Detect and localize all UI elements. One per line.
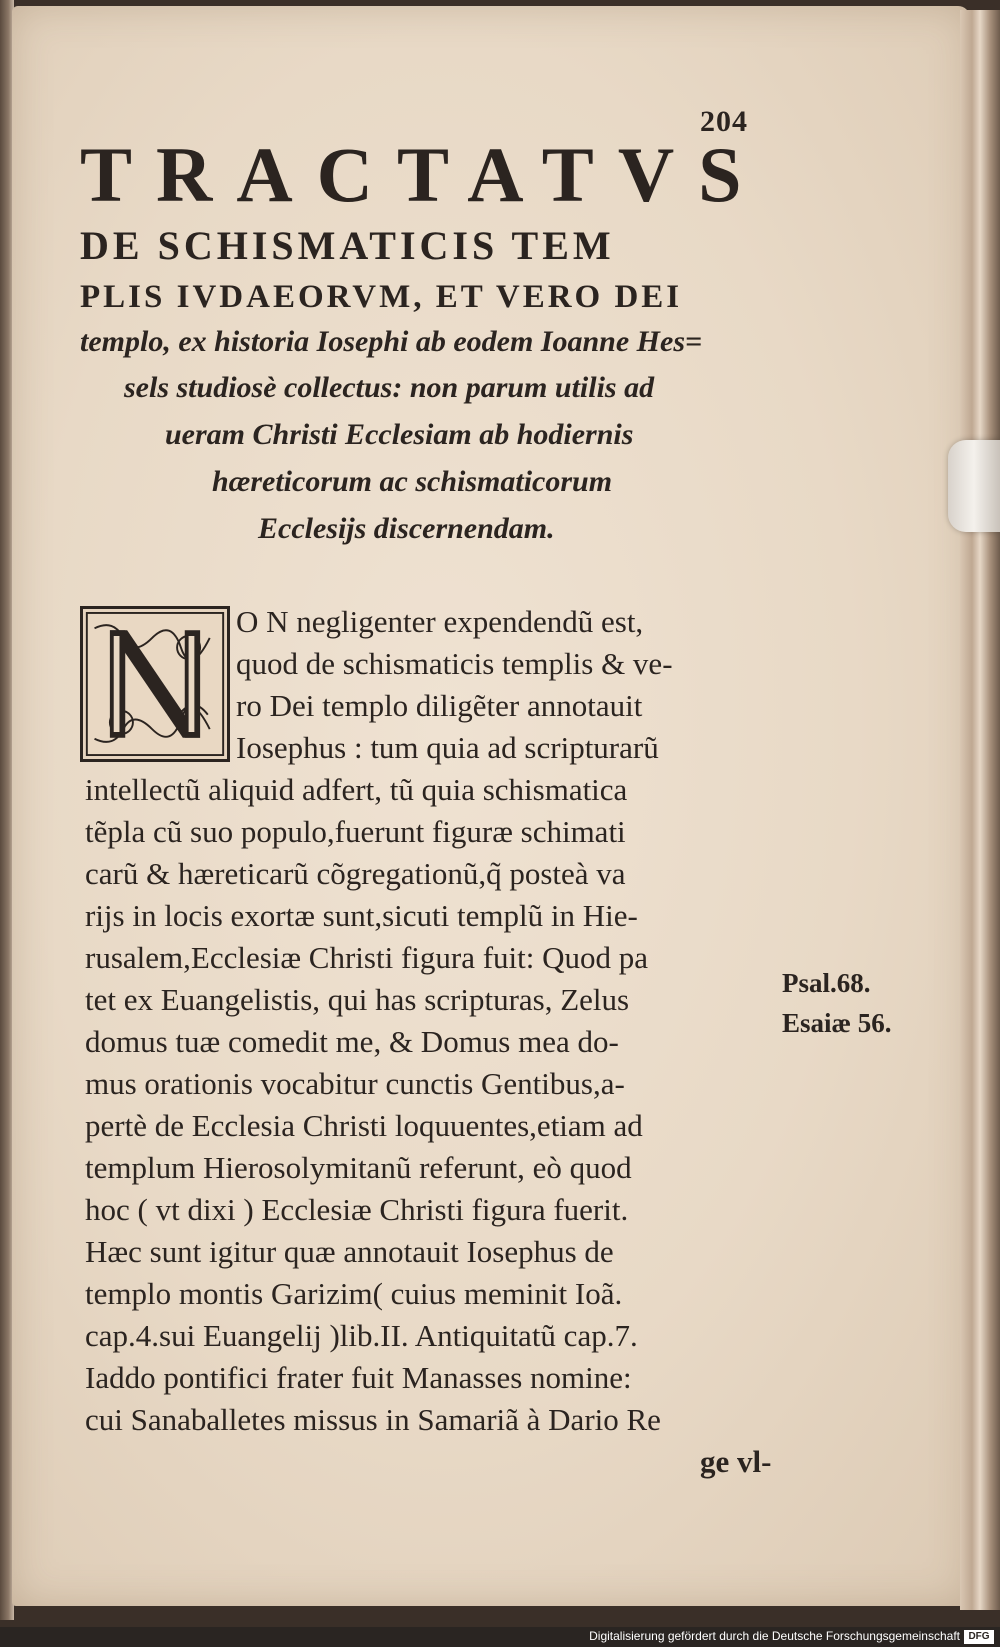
body-line-15: hoc ( vt dixi ) Ecclesiæ Christi figura fuerit.: [85, 1192, 629, 1227]
title-italic-line-5: Ecclesijs discernendam.: [258, 512, 555, 545]
dfg-logo: DFG: [964, 1630, 994, 1644]
body-line-13: pertè de Ecclesia Christi loquuentes,etiam ad: [85, 1108, 643, 1143]
margin-note-psalm: Psal.68.: [782, 968, 871, 998]
title-italic-line-1: templo, ex historia Iosephi ab eodem Ioanne Hes=: [80, 325, 703, 358]
title-italic-line-2: sels studiosè collectus: non parum utilis ad: [124, 371, 655, 404]
body-line-20: cui Sanaballetes missus in Samariã à Dario Re: [85, 1402, 661, 1437]
body-line-14: templum Hierosolymitanũ referunt, eò quod: [85, 1150, 632, 1185]
margin-note-esaias: Esaiæ 56.: [782, 1008, 892, 1038]
body-line-12: mus orationis vocabitur cunctis Gentibus,a-: [85, 1066, 625, 1101]
body-line-9: rusalem,Ecclesiæ Christi figura fuit: Quod pa: [85, 940, 649, 975]
body-line-3: ro Dei templo diligẽter annotauit: [236, 688, 643, 723]
body-line-10: tet ex Euangelistis, qui has scripturas, Zelus: [85, 982, 630, 1017]
title-line-2: PLIS IVDAEORVM, ET VERO DEI: [80, 279, 683, 315]
page-number: 204: [700, 105, 748, 138]
title-italic-line-4: hæreticorum ac schismaticorum: [212, 465, 613, 498]
page-tab-marker: [948, 440, 1000, 532]
body-line-7: carũ & hæreticarũ cõgregationũ,q̃ posteà va: [85, 856, 626, 891]
body-line-1: O N negligenter expendendũ est,: [236, 604, 644, 639]
body-line-16: Hæc sunt igitur quæ annotauit Iosephus de: [85, 1234, 614, 1269]
drop-cap-ornament: [80, 606, 230, 762]
title-italic-line-3: ueram Christi Ecclesiam ab hodiernis: [165, 418, 634, 451]
body-line-17: templo montis Garizim( cuius meminit Ioã.: [85, 1276, 623, 1311]
page-stack-edge: [960, 10, 1000, 1610]
body-line-2: quod de schismaticis templis & ve-: [236, 646, 673, 681]
body-line-5: intellectũ aliquid adfert, tũ quia schismatica: [85, 772, 628, 807]
body-line-11: domus tuæ comedit me, & Domus mea do-: [85, 1024, 619, 1059]
body-line-8: rijs in locis exortæ sunt,sicuti templũ in Hie-: [85, 898, 638, 933]
digitization-credit: Digitalisierung gefördert durch die Deutsche Forschungsgemeinschaft: [589, 1629, 960, 1643]
title-tractatus: TRACTATVS: [80, 131, 766, 218]
drop-cap-n-icon: [83, 609, 227, 759]
body-line-4: Iosephus : tum quia ad scripturarũ: [236, 730, 659, 765]
catchword: ge vl-: [700, 1444, 772, 1479]
body-line-19: Iaddo pontifici frater fuit Manasses nomine:: [85, 1360, 632, 1395]
title-line-1: DE SCHISMATICIS TEM: [80, 223, 615, 268]
body-line-6: tẽpla cũ suo populo,fuerunt figuræ schimati: [85, 814, 626, 849]
body-line-18: cap.4.sui Euangelij )lib.II. Antiquitatũ cap.7.: [85, 1318, 638, 1353]
